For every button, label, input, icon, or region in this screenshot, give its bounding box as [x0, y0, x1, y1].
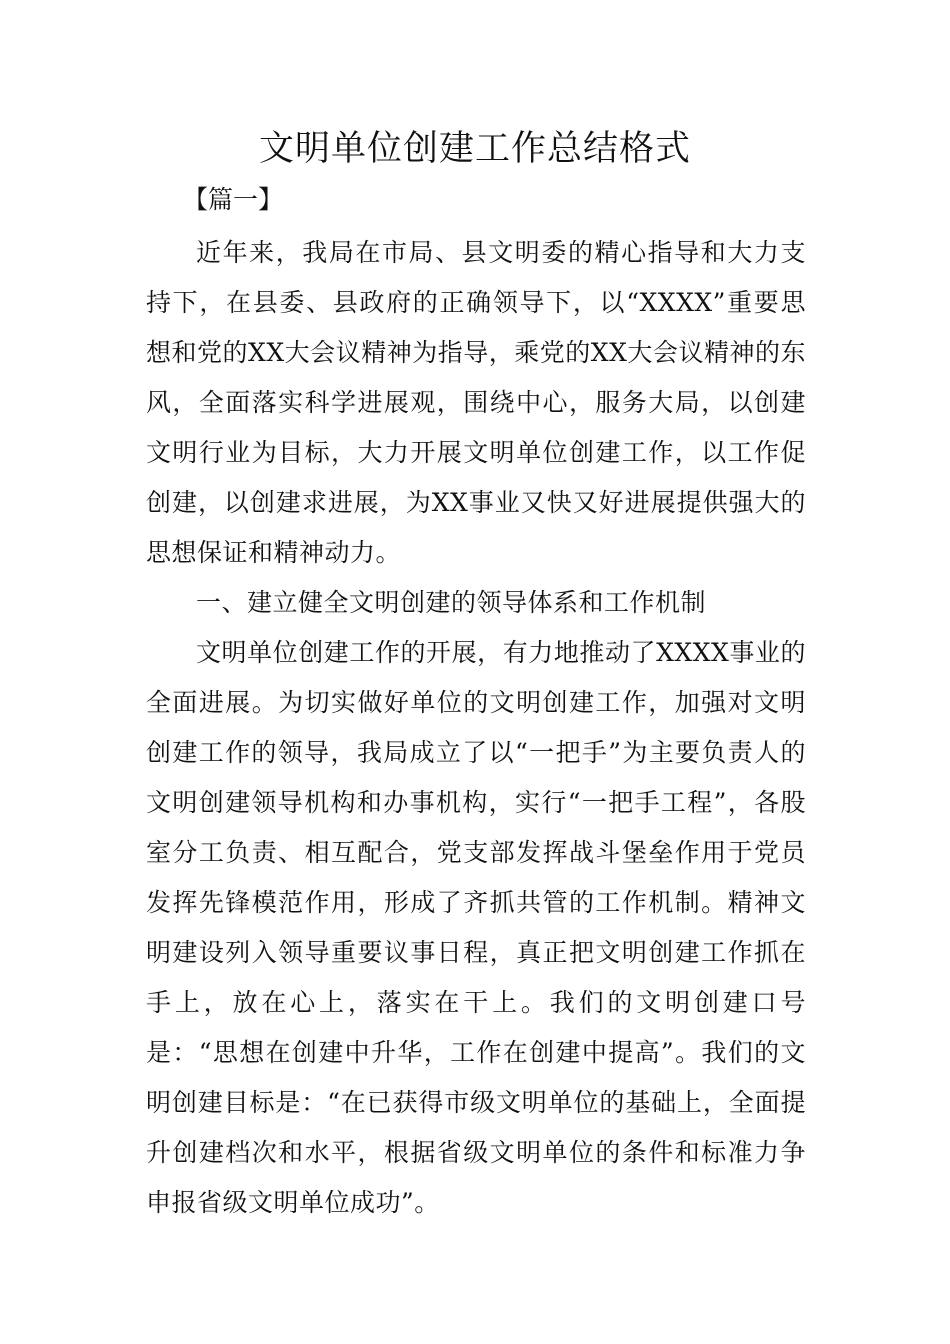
section-heading: 一、建立健全文明创建的领导体系和工作机制 [196, 588, 707, 617]
section-tag: 【篇一】 [183, 185, 284, 214]
document-title: 文明单位创建工作总结格式 [258, 129, 691, 169]
intro-paragraph: 近年来，我局在市局、县文明委的精心指导和大力支持下，在县委、县政府的正确领导下，以“XXXX”重要思想和党的XX大会议精神为指导，乘党的XX大会议精神的东风，全面落实科学进展观，围绕中心，服务大局，以创建文明行业为目标，大力开展文明单位创建工作，以工作促创建，以创建求进展，为XX事业又快又好进展提供强大的思想保证和精神动力。 [146, 238, 806, 567]
section-paragraph: 文明单位创建工作的开展，有力地推动了XXXX事业的全面进展。为切实做好单位的文明创建工作，加强对文明创建工作的领导，我局成立了以“一把手”为主要负责人的文明创建领导机构和办事机构，实行“一把手工程”，各股室分工负责、相互配合，党支部发挥战斗堡垒作用于党员发挥先锋模范作用，形成了齐抓共管的工作机制。精神文明建设列入领导重要议事日程，真正把文明创建工作抓在手上，放在心上，落实在干上。我们的文明创建口号是：“思想在创建中升华，工作在创建中提高”。我们的文明创建目标是：“在已获得市级文明单位的基础上，全面提升创建档次和水平，根据省级文明单位的条件和标准力争申报省级文明单位成功”。 [146, 638, 806, 1217]
